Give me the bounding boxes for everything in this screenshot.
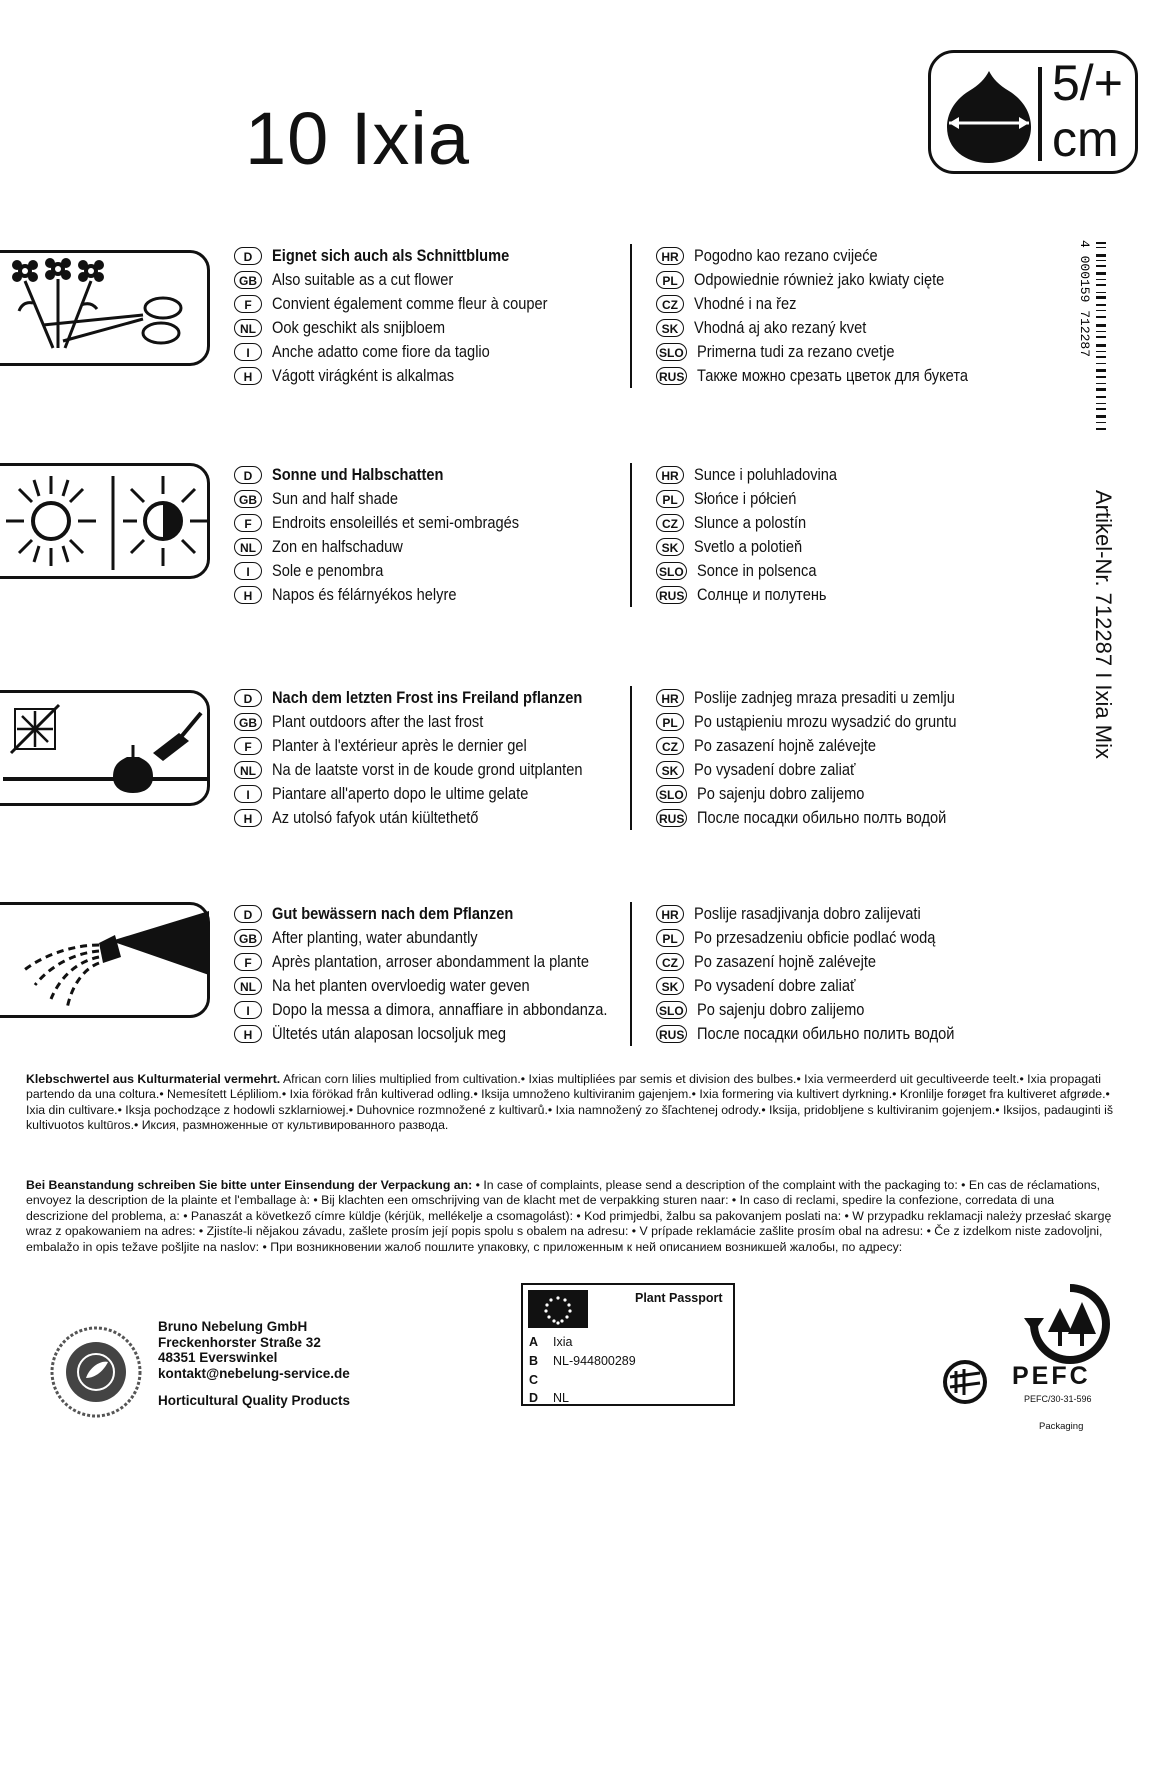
instruction-text: Plant outdoors after the last frost xyxy=(272,712,484,731)
instruction-text: Also suitable as a cut flower xyxy=(272,270,454,289)
lang-code: PL xyxy=(656,929,684,947)
lang-code: CZ xyxy=(656,514,684,532)
lang-code: SK xyxy=(656,761,684,779)
lang-code: D xyxy=(234,905,262,923)
passport-key: B xyxy=(529,1354,539,1368)
lang-code: H xyxy=(234,809,262,827)
instruction-text: Ook geschikt als snijbloem xyxy=(272,318,446,337)
instruction-text: Zon en halfschaduw xyxy=(272,537,403,556)
instruction-text: Odpowiednie również jako kwiaty cięte xyxy=(694,270,945,289)
lang-code: HR xyxy=(656,689,684,707)
lang-code: F xyxy=(234,953,262,971)
lang-code: D xyxy=(234,247,262,265)
badge-divider xyxy=(1038,67,1042,161)
complaints-text: • In case of complaints, please send a description of the complaint with the packaging to: • En cas de réclamations, envoyez la description de la plainte et l'emballage à: • Bij klachten een omschrijving van de klacht met de verpakking sturen naar: • In caso di reclami, spedire la confezione, corredata di una descrizione del problema, a: • Panaszát a következő címre küldje (kérjük, mellékelje a csomagolást): • Kod primjedbi, žalbu sa pakovanjem poslati na: • W przypadku reklamacji należy przesłać skargę wraz z opakowaniem na adres: • Zjistíte-li nějakou závadu, zašlete prosím její popis spolu s obalem na adresu: • V prípade reklamácie zašlite prosím obal na adresu: • Če z izdelkom niste zadovoljni, embalažo in opis težave pošljite na naslov: • При возникновении жалоб пошлите упаковку, с приложенным к ней описанием возникшей жалобы, по адресу: xyxy=(26,1178,1112,1254)
pefc-note: Packaging xyxy=(1039,1421,1084,1432)
instruction-text: Endroits ensoleillés et semi-ombragés xyxy=(272,513,520,532)
instruction-text: Słońce i półcień xyxy=(694,489,797,508)
instruction-text: Pogodno kao rezano cvijeće xyxy=(694,246,878,265)
company-city: 48351 Everswinkel xyxy=(158,1350,278,1365)
propagation-lead: Klebschwertel aus Kulturmaterial vermehrt. xyxy=(26,1072,281,1086)
lang-code: NL xyxy=(234,538,262,556)
lang-code: SK xyxy=(656,977,684,995)
lang-code: GB xyxy=(234,713,262,731)
instruction-text: Солнце и полутень xyxy=(697,585,827,604)
pefc-name: PEFC xyxy=(1012,1362,1091,1390)
translations-right xyxy=(656,463,1116,607)
passport-key: D xyxy=(529,1391,539,1405)
lang-code: RUS xyxy=(656,586,687,604)
flowers-scissors-icon xyxy=(0,250,210,366)
instruction-text: Vhodné i na řez xyxy=(694,294,797,313)
instruction-text: Po zasazení hojně zalévejte xyxy=(694,952,877,971)
translations-right xyxy=(656,686,1116,830)
pefc-logo-icon xyxy=(1010,1284,1130,1364)
instruction-text: Poslije zadnjeg mraza presaditi u zemlju xyxy=(694,688,955,707)
plant-passport xyxy=(521,1283,735,1406)
instruction-text: После посадки обильно полить водой xyxy=(697,1024,955,1043)
bulb-size-badge xyxy=(928,50,1138,174)
company-tagline: Horticultural Quality Products xyxy=(158,1393,351,1408)
instruction-text: Sun and half shade xyxy=(272,489,399,508)
translations-right xyxy=(656,902,1116,1046)
lang-code: SK xyxy=(656,538,684,556)
lang-code: F xyxy=(234,514,262,532)
translations-left xyxy=(234,686,632,830)
sustainable-supplier-seal-icon xyxy=(50,1326,142,1418)
instruction-text: Po sajenju dobro zalijemo xyxy=(696,784,865,803)
instruction-text: Nach dem letzten Frost ins Freiland pflanzen xyxy=(272,688,583,707)
propagation-text: African corn lilies multiplied from cultivation.• Ixias multipliées par semis et division des bulbes.• Ixia vermeerderd uit gecultiveerde teelt.• Ixia propagati partendo da una coltura.• Nemesített Lépliliom.• Ixia förökad från kultiverad odling.• Iksija umnoženo kultiviranim gajenjem.• Ixia formering via kultivert dyrkning.• Kronlilje forøget fra kultiveret afgrøde.• Ixia din cultivare.• Iksja pochodzące z hodowli szklarniowej.• Duhovnice rozmnožené z kultivarů.• Ixia namnožený zo šľachtenej odrody.• Iksija, pridobljene s kultiviranim gojenjem.• Iksijos, padauginti iš kultivuotos kultūros.• Иксия, размноженные от культивированного развода. xyxy=(26,1072,1114,1133)
lang-code: GB xyxy=(234,271,262,289)
lang-code: H xyxy=(234,586,262,604)
page-title: 10 Ixia xyxy=(245,97,471,180)
passport-key: C xyxy=(529,1373,539,1387)
translations-left xyxy=(234,902,632,1046)
passport-row xyxy=(529,1354,636,1368)
instruction-text: Piantare all'aperto dopo le ultime gelate xyxy=(272,784,529,803)
sun-half-shade-icon xyxy=(0,463,210,579)
lang-code: SK xyxy=(656,319,684,337)
lang-code: SLO xyxy=(656,343,687,361)
instruction-text: Anche adatto come fiore da taglio xyxy=(272,342,490,361)
complaints-lead: Bei Beanstandung schreiben Sie bitte unter Einsendung der Verpackung an: xyxy=(26,1178,473,1192)
lang-code: PL xyxy=(656,271,684,289)
instruction-text: Po ustąpieniu mrozu wysadzić do gruntu xyxy=(694,712,957,731)
instruction-text: Sole e penombra xyxy=(272,561,384,580)
lang-code: I xyxy=(234,343,262,361)
lang-code: NL xyxy=(234,761,262,779)
lang-code: CZ xyxy=(656,953,684,971)
watering-can-icon xyxy=(0,902,210,1018)
article-number: Artikel-Nr. 712287 I Ixia Mix xyxy=(1091,490,1116,759)
lang-code: SLO xyxy=(656,1001,687,1019)
bulb-icon xyxy=(939,63,1039,167)
lang-code: RUS xyxy=(656,367,687,385)
lang-code: F xyxy=(234,295,262,313)
lang-code: NL xyxy=(234,319,262,337)
instruction-text: Planter à l'extérieur après le dernier gel xyxy=(272,736,527,755)
lang-code: CZ xyxy=(656,737,684,755)
company-street: Freckenhorster Straße 32 xyxy=(158,1334,321,1350)
instruction-text: Sonce in polsenca xyxy=(696,561,817,580)
instruction-text: Vágott virágként is alkalmas xyxy=(272,366,455,385)
company-address xyxy=(158,1319,350,1381)
instruction-text: Az utolsó fafyok után kiültethető xyxy=(272,808,479,827)
passport-row xyxy=(529,1391,569,1405)
propagation-note xyxy=(26,1072,1118,1134)
instruction-text: Po vysadení dobre zaliať xyxy=(694,760,856,779)
lang-code: F xyxy=(234,737,262,755)
instruction-text: Po sajenju dobro zalijemo xyxy=(696,1000,865,1019)
translations-left xyxy=(234,244,632,388)
lang-code: SLO xyxy=(656,785,687,803)
passport-title: Plant Passport xyxy=(635,1291,723,1305)
instruction-text: Après plantation, arroser abondamment la plante xyxy=(272,952,589,971)
lang-code: NL xyxy=(234,977,262,995)
lang-code: HR xyxy=(656,905,684,923)
instruction-text: Vhodná aj ako rezaný kvet xyxy=(694,318,867,337)
passport-row xyxy=(529,1335,572,1349)
passport-key: A xyxy=(529,1335,539,1349)
pefc-code: PEFC/30-31-596 xyxy=(1024,1394,1092,1404)
instruction-text: Gut bewässern nach dem Pflanzen xyxy=(272,904,514,923)
lang-code: H xyxy=(234,367,262,385)
instruction-text: Также можно срезать цветок для букета xyxy=(697,366,969,385)
instruction-text: Ültetés után alaposan locsoljuk meg xyxy=(272,1024,507,1043)
lang-code: SLO xyxy=(656,562,687,580)
lang-code: RUS xyxy=(656,1025,687,1043)
instruction-text: Svetlo a polotieň xyxy=(694,537,803,556)
company-email: kontakt@nebelung-service.de xyxy=(158,1365,350,1381)
lang-code: I xyxy=(234,562,262,580)
lang-code: D xyxy=(234,466,262,484)
complaints-note xyxy=(26,1178,1118,1255)
instruction-text: Primerna tudi za rezano cvetje xyxy=(696,342,895,361)
passport-value: NL-944800289 xyxy=(553,1354,636,1368)
lang-code: I xyxy=(234,1001,262,1019)
instruction-text: Poslije rasadjivanja dobro zalijevati xyxy=(694,904,921,923)
instruction-text: Napos és félárnyékos helyre xyxy=(272,585,457,604)
lang-code: GB xyxy=(234,490,262,508)
plant-after-frost-icon xyxy=(0,690,210,806)
barcode-number: 4 000159 712287 xyxy=(1077,240,1092,358)
bulb-size-text: 5/+ cm xyxy=(1052,55,1123,167)
eu-flag-icon xyxy=(528,1290,588,1328)
lang-code: GB xyxy=(234,929,262,947)
instruction-text: Sonne und Halbschatten xyxy=(272,465,444,484)
lang-code: H xyxy=(234,1025,262,1043)
instruction-text: Dopo la messa a dimora, annaffiare in abbondanza. xyxy=(272,1000,608,1019)
instruction-text: Convient également comme fleur à couper xyxy=(272,294,548,313)
translations-left xyxy=(234,463,632,607)
lang-code: HR xyxy=(656,247,684,265)
passport-value: NL xyxy=(553,1391,569,1405)
instruction-text: Slunce a polostín xyxy=(694,513,807,532)
lang-code: CZ xyxy=(656,295,684,313)
passport-row xyxy=(529,1373,553,1387)
instruction-text: Sunce i poluhladovina xyxy=(694,465,838,484)
passport-value: Ixia xyxy=(553,1335,573,1349)
instruction-text: Po vysadení dobre zaliať xyxy=(694,976,856,995)
lang-code: HR xyxy=(656,466,684,484)
lang-code: PL xyxy=(656,713,684,731)
instruction-text: Po przesadzeniu obficie podlać wodą xyxy=(694,928,936,947)
lang-code: RUS xyxy=(656,809,687,827)
recycle-symbol-icon xyxy=(942,1359,988,1405)
company-name: Bruno Nebelung GmbH xyxy=(158,1319,308,1334)
lang-code: PL xyxy=(656,490,684,508)
instruction-text: Eignet sich auch als Schnittblume xyxy=(272,246,510,265)
instruction-text: Na het planten overvloedig water geven xyxy=(272,976,530,995)
translations-right xyxy=(656,244,1116,388)
instruction-text: Na de laatste vorst in de koude grond uitplanten xyxy=(272,760,583,779)
lang-code: D xyxy=(234,689,262,707)
instruction-text: Po zasazení hojně zalévejte xyxy=(694,736,877,755)
instruction-text: После посадки обильно полть водой xyxy=(697,808,947,827)
lang-code: I xyxy=(234,785,262,803)
instruction-text: After planting, water abundantly xyxy=(272,928,478,947)
